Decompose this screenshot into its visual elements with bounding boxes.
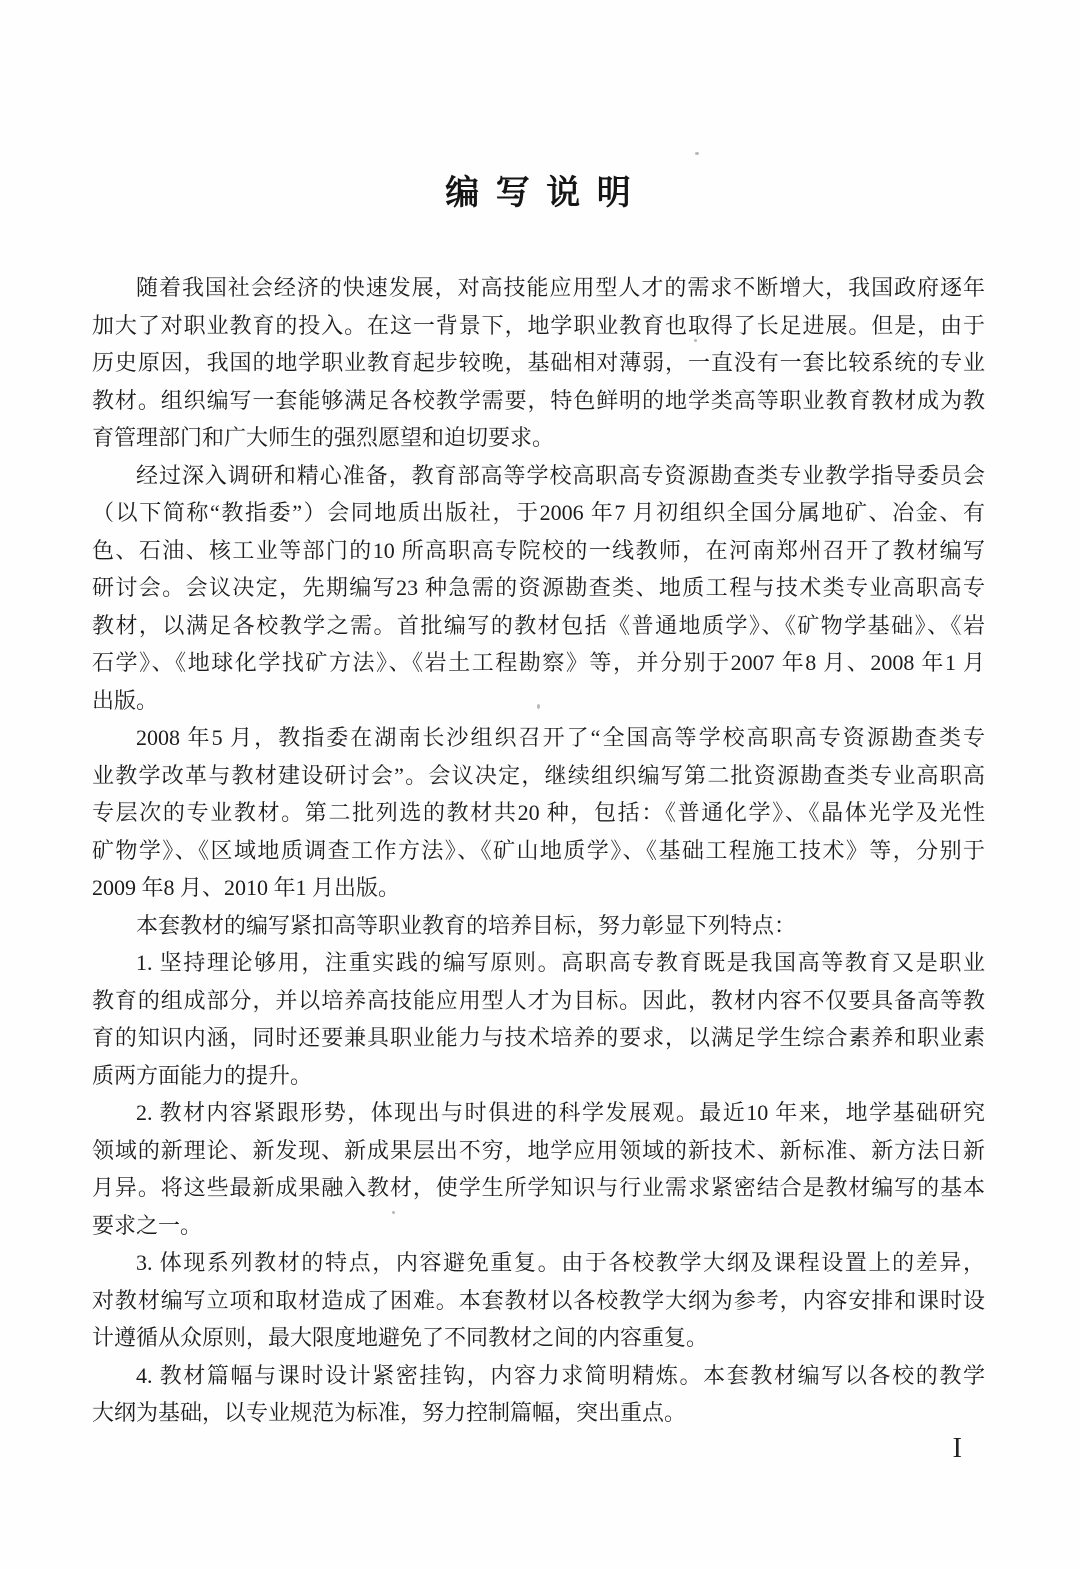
paragraph xyxy=(92,457,985,720)
scan-speck xyxy=(694,339,697,342)
page-number: I xyxy=(952,1433,962,1464)
text-line: 专层次的专业教材。第二批列选的教材共20 种，包括：《普通化学》、《晶体光学及光性 xyxy=(92,800,985,825)
text-line: 4. 教材篇幅与课时设计紧密挂钩，内容力求简明精炼。本套教材编写以各校的教学 xyxy=(136,1362,985,1388)
text-line: 育的知识内涵，同时还要兼具职业能力与技术培养的要求，以满足学生综合素养和职业素 xyxy=(92,1025,985,1050)
paragraph xyxy=(92,1094,985,1244)
paragraph xyxy=(92,719,985,907)
text-line: 教材。组织编写一套能够满足各校教学需要，特色鲜明的地学类高等职业教育教材成为教 xyxy=(92,387,985,413)
text-line: 出版。 xyxy=(92,687,159,713)
text-line: 大纲为基础，以专业规范为标准，努力控制篇幅，突出重点。 xyxy=(92,1400,687,1425)
paragraph xyxy=(92,907,985,945)
text-line: 2008 年5 月，教指委在湖南长沙组织召开了“全国高等学校高职高专资源勘查类专 xyxy=(136,725,985,750)
text-line: 本套教材的编写紧扣高等职业教育的培养目标，努力彰显下列特点： xyxy=(136,912,797,938)
scan-speck xyxy=(392,1211,395,1214)
paragraph xyxy=(92,1244,985,1357)
text-line: 加大了对职业教育的投入。在这一背景下，地学职业教育也取得了长足进展。但是，由于 xyxy=(92,312,985,338)
text-line: 历史原因，我国的地学职业教育起步较晚，基础相对薄弱，一直没有一套比较系统的专业 xyxy=(92,350,985,375)
text-line: 研讨会。会议决定，先期编写23 种急需的资源勘查类、地质工程与技术类专业高职高专 xyxy=(92,575,985,600)
paragraph xyxy=(92,1357,985,1432)
text-line: 对教材编写立项和取材造成了困难。本套教材以各校教学大纲为参考，内容安排和课时设 xyxy=(92,1287,985,1313)
text-line: 矿物学》、《区域地质调查工作方法》、《矿山地质学》、《基础工程施工技术》等，分别于 xyxy=(92,837,985,863)
text-line: 月异。将这些最新成果融入教材，使学生所学知识与行业需求紧密结合是教材编写的基本 xyxy=(92,1175,985,1200)
text-line: 1. 坚持理论够用，注重实践的编写原则。高职高专教育既是我国高等教育又是职业 xyxy=(136,950,985,975)
text-line: 要求之一。 xyxy=(92,1212,203,1238)
text-line: 石学》、《地球化学找矿方法》、《岩土工程勘察》等，并分别于2007 年8 月、2008 年1 月 xyxy=(92,650,985,675)
text-line: 领域的新理论、新发现、新成果层出不穷，地学应用领域的新技术、新标准、新方法日新 xyxy=(92,1137,985,1163)
text-line: 质两方面能力的提升。 xyxy=(92,1062,313,1088)
scan-speck xyxy=(695,152,699,155)
text-line: 经过深入调研和精心准备，教育部高等学校高职高专资源勘查类专业教学指导委员会 xyxy=(136,462,985,488)
text-line: 色、石油、核工业等部门的10 所高职高专院校的一线教师，在河南郑州召开了教材编写 xyxy=(92,537,985,563)
text-line: 3. 体现系列教材的特点，内容避免重复。由于各校教学大纲及课程设置上的差异， xyxy=(136,1250,985,1275)
paragraph xyxy=(92,944,985,1094)
text-line: 2009 年8 月、2010 年1 月出版。 xyxy=(92,875,401,900)
text-line: 教育的组成部分，并以培养高技能应用型人才为目标。因此，教材内容不仅要具备高等教 xyxy=(92,987,985,1013)
text-line: （以下简称“教指委”）会同地质出版社，于2006 年7 月初组织全国分属地矿、冶金、有 xyxy=(92,500,985,525)
text-line: 育管理部门和广大师生的强烈愿望和迫切要求。 xyxy=(92,425,555,450)
text-line: 随着我国社会经济的快速发展，对高技能应用型人才的需求不断增大，我国政府逐年 xyxy=(136,275,985,300)
text-line: 教材，以满足各校教学之需。首批编写的教材包括《普通地质学》、《矿物学基础》、《岩 xyxy=(92,612,985,638)
paragraph xyxy=(92,269,985,457)
scan-speck xyxy=(537,704,540,709)
page-title: 编 写 说 明 xyxy=(445,175,635,212)
text-line: 2. 教材内容紧跟形势，体现出与时俱进的科学发展观。最近10 年来，地学基础研究 xyxy=(136,1100,985,1125)
text-line: 计遵循从众原则，最大限度地避免了不同教材之间的内容重复。 xyxy=(92,1325,709,1350)
body-text xyxy=(92,269,985,1432)
text-line: 业教学改革与教材建设研讨会”。会议决定，继续组织编写第二批资源勘查类专业高职高 xyxy=(92,762,985,788)
